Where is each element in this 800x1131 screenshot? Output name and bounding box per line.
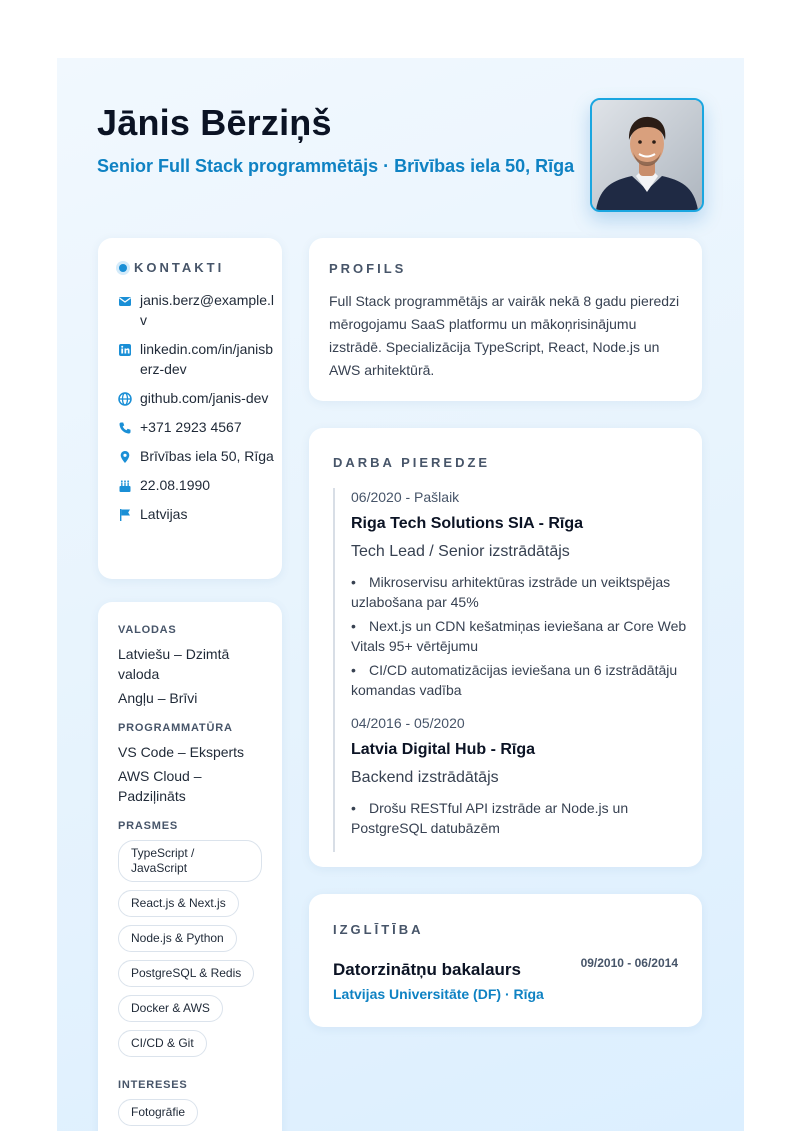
job-title-subtitle: Senior Full Stack programmētājs · Brīvības iela 50, Rīga (97, 156, 575, 176)
skill-tag: Node.js & Python (118, 925, 237, 952)
contact-linkedin[interactable] (118, 339, 278, 379)
contact-phone-text: +371 2923 4567 (140, 419, 242, 435)
contacts-card (98, 238, 282, 579)
skills-card (98, 602, 282, 1131)
flag-icon (118, 508, 132, 522)
education-degree: Datorzinātņu bakalaurs (333, 960, 521, 979)
languages-title: VALODAS (118, 624, 177, 636)
experience-card (309, 428, 702, 867)
software-item: VS Code – Eksperts (118, 744, 245, 760)
contact-phone[interactable] (118, 417, 278, 437)
skills-title: PRASMES (118, 820, 178, 832)
skills-card-content (118, 624, 268, 1131)
section-dot-icon (119, 264, 127, 272)
job-bullet: • Mikroservisu arhitektūras izstrāde un veiktspējas uzlabošana par 45% (351, 574, 671, 610)
interest-tag: Fotogrāfie (118, 1099, 198, 1126)
education-title: IZGLĪTĪBA (333, 922, 424, 937)
interests-section (118, 1079, 268, 1131)
job-bullet-text: CI/CD automatizācijas ieviešana un 6 izstrādātāju komandas vadība (351, 662, 678, 698)
profile-text: Full Stack programmētājs ar vairāk nekā 8 gadu pieredzi mērogojamu SaaS platformu un mākoņrisinājumu izstrādē. Specializācija TypeScript, React, Node.js un AWS arhitektūrā. (329, 293, 680, 378)
job-bullet: • Drošu RESTful API izstrāde ar Node.js un PostgreSQL datubāzēm (351, 800, 629, 836)
contact-linkedin-text: linkedin.com/in/janisberz-dev (140, 341, 274, 377)
contact-address-text: Brīvības iela 50, Rīga (140, 448, 274, 464)
interests-title: INTERESES (118, 1079, 188, 1091)
skills-section (118, 820, 268, 1065)
job-bullet: • CI/CD automatizācijas ieviešana un 6 izstrādātāju komandas vadība (351, 662, 678, 698)
contacts-title: KONTAKTI (134, 260, 225, 275)
contact-email-text: janis.berz@example.lv (140, 292, 275, 328)
contact-github[interactable] (118, 388, 278, 408)
contact-birthdate (118, 475, 278, 495)
birthday-cake-icon (118, 479, 132, 493)
skill-tag: TypeScript / JavaScript (118, 840, 262, 882)
language-item: Angļu – Brīvi (118, 690, 198, 706)
email-icon (118, 294, 132, 308)
job-bullet-text: Next.js un CDN kešatmiņas ieviešana ar Core Web Vitals 95+ vērtējumu (351, 618, 687, 654)
job-date: 06/2020 - Pašlaik (351, 489, 460, 505)
education-school: Latvijas Universitāte (DF) · Rīga (333, 986, 544, 1002)
job-entry (351, 714, 701, 838)
contact-github-text: github.com/janis-dev (140, 390, 269, 406)
job-bullet-text: Mikroservisu arhitektūras izstrāde un veiktspējas uzlabošana par 45% (351, 574, 671, 610)
job-role: Backend izstrādātājs (351, 769, 499, 786)
education-card (309, 894, 702, 1027)
skill-tag: React.js & Next.js (118, 890, 239, 917)
job-entry (351, 488, 701, 700)
linkedin-icon (118, 343, 132, 357)
resume-page (57, 58, 744, 1131)
skill-tag: CI/CD & Git (118, 1030, 207, 1057)
software-item: AWS Cloud – Padziļināts (118, 768, 202, 804)
skill-tag: PostgreSQL & Redis (118, 960, 254, 987)
job-company: Latvia Digital Hub - Rīga (351, 741, 536, 758)
globe-icon (118, 392, 132, 406)
portrait-illustration (592, 100, 702, 210)
location-icon (118, 450, 132, 464)
profile-photo (590, 98, 704, 212)
job-bullet-text: Drošu RESTful API izstrāde ar Node.js un PostgreSQL datubāzēm (351, 800, 629, 836)
software-title: PROGRAMMATŪRA (118, 722, 233, 734)
contact-nationality (118, 504, 278, 524)
job-date: 04/2016 - 05/2020 (351, 715, 465, 731)
contact-address (118, 446, 278, 466)
contact-nationality-text: Latvijas (140, 506, 188, 522)
languages-section (118, 624, 268, 708)
phone-icon (118, 421, 132, 435)
job-company: Riga Tech Solutions SIA - Rīga (351, 515, 584, 532)
job-bullet: • Next.js un CDN kešatmiņas ieviešana ar Core Web Vitals 95+ vērtējumu (351, 618, 687, 654)
software-section (118, 722, 268, 806)
education-dates: 09/2010 - 06/2014 (580, 956, 678, 970)
contact-birthdate-text: 22.08.1990 (140, 477, 211, 493)
language-item: Latviešu – Dzimtā valoda (118, 646, 230, 682)
experience-title: DARBA PIEREDZE (333, 455, 491, 470)
profile-card (309, 238, 702, 401)
contact-email[interactable] (118, 290, 278, 330)
contacts-list (118, 290, 278, 533)
experience-timeline (333, 488, 701, 852)
job-role: Tech Lead / Senior izstrādātājs (351, 543, 570, 560)
skill-tag: Docker & AWS (118, 995, 223, 1022)
person-name: Jānis Bērziņš (97, 102, 332, 143)
profile-title: PROFILS (329, 261, 407, 276)
